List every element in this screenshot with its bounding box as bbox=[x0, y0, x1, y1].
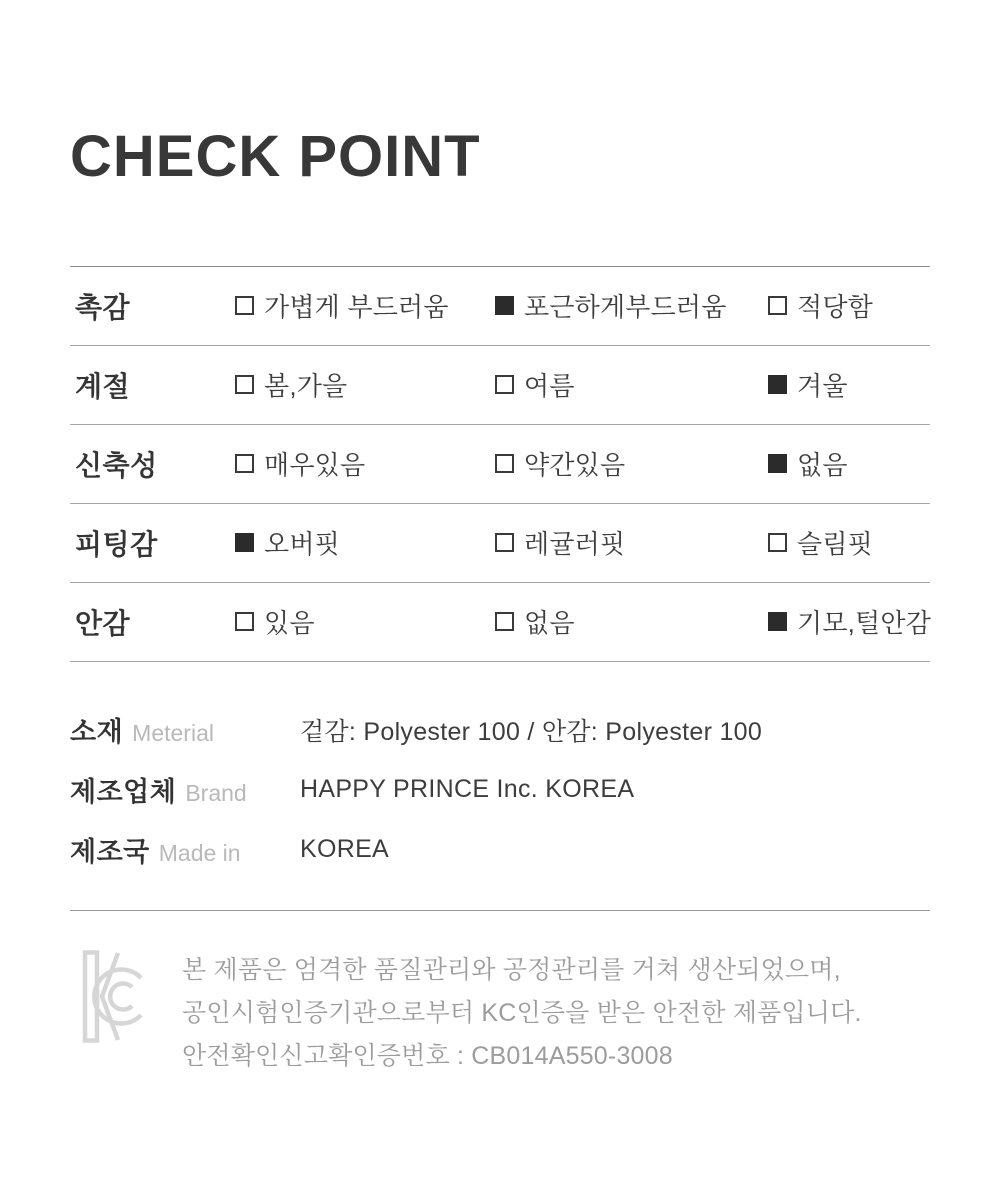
checkbox-icon bbox=[235, 375, 254, 394]
checkbox-icon bbox=[768, 375, 787, 394]
certification-line: 안전확인신고확인증번호 : CB014A550-3008 bbox=[182, 1041, 673, 1070]
option bbox=[495, 445, 768, 482]
option bbox=[235, 287, 495, 324]
option bbox=[768, 366, 930, 403]
checkbox-icon bbox=[235, 454, 254, 473]
option-label: 적당함 bbox=[797, 292, 873, 323]
option bbox=[235, 445, 495, 482]
option bbox=[768, 287, 930, 324]
info-label-ko: 소재 bbox=[70, 717, 124, 748]
option bbox=[495, 524, 768, 561]
section-divider bbox=[70, 910, 930, 911]
table-row-season bbox=[70, 346, 930, 425]
checkbox-icon bbox=[235, 612, 254, 631]
table-row-elasticity bbox=[70, 425, 930, 504]
option bbox=[235, 603, 495, 640]
product-info-section bbox=[70, 700, 930, 880]
table-row-fit bbox=[70, 504, 930, 583]
option-label: 겨울 bbox=[797, 371, 848, 402]
info-label bbox=[70, 770, 300, 809]
checkbox-icon bbox=[235, 296, 254, 315]
option bbox=[495, 366, 768, 403]
option-label: 가볍게 부드러움 bbox=[264, 292, 449, 323]
checkbox-icon bbox=[495, 612, 514, 631]
checkbox-icon bbox=[495, 454, 514, 473]
info-label-ko: 제조업체 bbox=[70, 777, 177, 808]
option-label: 슬림핏 bbox=[797, 529, 873, 560]
option-label: 레귤러핏 bbox=[524, 529, 626, 560]
row-label: 신축성 bbox=[75, 449, 158, 481]
option bbox=[768, 603, 931, 640]
checkbox-icon bbox=[768, 296, 787, 315]
table-row-lining bbox=[70, 583, 930, 662]
info-label-ko: 제조국 bbox=[70, 837, 150, 868]
checkbox-icon bbox=[235, 533, 254, 552]
info-label-en: Made in bbox=[158, 840, 241, 867]
option-label: 있음 bbox=[264, 608, 315, 639]
option-label: 봄,가을 bbox=[264, 371, 348, 402]
info-value: HAPPY PRINCE Inc. KOREA bbox=[300, 775, 635, 804]
info-label-en: Brand bbox=[185, 780, 247, 807]
option bbox=[768, 445, 930, 482]
info-label-en: Meterial bbox=[132, 720, 214, 747]
checkbox-icon bbox=[768, 454, 787, 473]
certification-text bbox=[182, 949, 862, 1078]
option-label: 오버핏 bbox=[264, 529, 340, 560]
kc-certification-section bbox=[70, 949, 930, 1078]
page-title: CHECK POINT bbox=[70, 124, 481, 189]
option-label: 약간있음 bbox=[524, 450, 626, 481]
option bbox=[495, 287, 768, 324]
option bbox=[235, 366, 495, 403]
option-label: 없음 bbox=[524, 608, 575, 639]
row-label: 계절 bbox=[75, 370, 131, 402]
option-label: 없음 bbox=[797, 450, 848, 481]
checkbox-icon bbox=[495, 296, 514, 315]
row-label: 촉감 bbox=[75, 291, 131, 323]
info-value: 겉감: Polyester 100 / 안감: Polyester 100 bbox=[300, 717, 763, 746]
option-label: 매우있음 bbox=[264, 450, 366, 481]
option-label: 기모,털안감 bbox=[797, 608, 932, 639]
info-label bbox=[70, 710, 300, 749]
check-point-table bbox=[70, 266, 930, 662]
certification-line: 본 제품은 엄격한 품질관리와 공정관리를 거쳐 생산되었으며, bbox=[182, 955, 841, 984]
kc-certification-mark-icon bbox=[82, 949, 144, 1044]
certification-line: 공인시험인증기관으로부터 KC인증을 받은 안전한 제품입니다. bbox=[182, 998, 862, 1027]
checkbox-icon bbox=[768, 533, 787, 552]
checkbox-icon bbox=[495, 375, 514, 394]
option bbox=[768, 524, 930, 561]
info-label bbox=[70, 830, 300, 869]
checkbox-icon bbox=[495, 533, 514, 552]
info-row-brand bbox=[70, 760, 930, 820]
info-row-material bbox=[70, 700, 930, 760]
option-label: 포근하게부드러움 bbox=[524, 292, 727, 323]
info-row-made-in bbox=[70, 820, 930, 880]
row-label: 안감 bbox=[75, 607, 131, 639]
option bbox=[495, 603, 768, 640]
option bbox=[235, 524, 495, 561]
checkbox-icon bbox=[768, 612, 787, 631]
info-value: KOREA bbox=[300, 835, 390, 864]
row-label: 피팅감 bbox=[75, 528, 158, 560]
option-label: 여름 bbox=[524, 371, 575, 402]
table-row-touch bbox=[70, 267, 930, 346]
